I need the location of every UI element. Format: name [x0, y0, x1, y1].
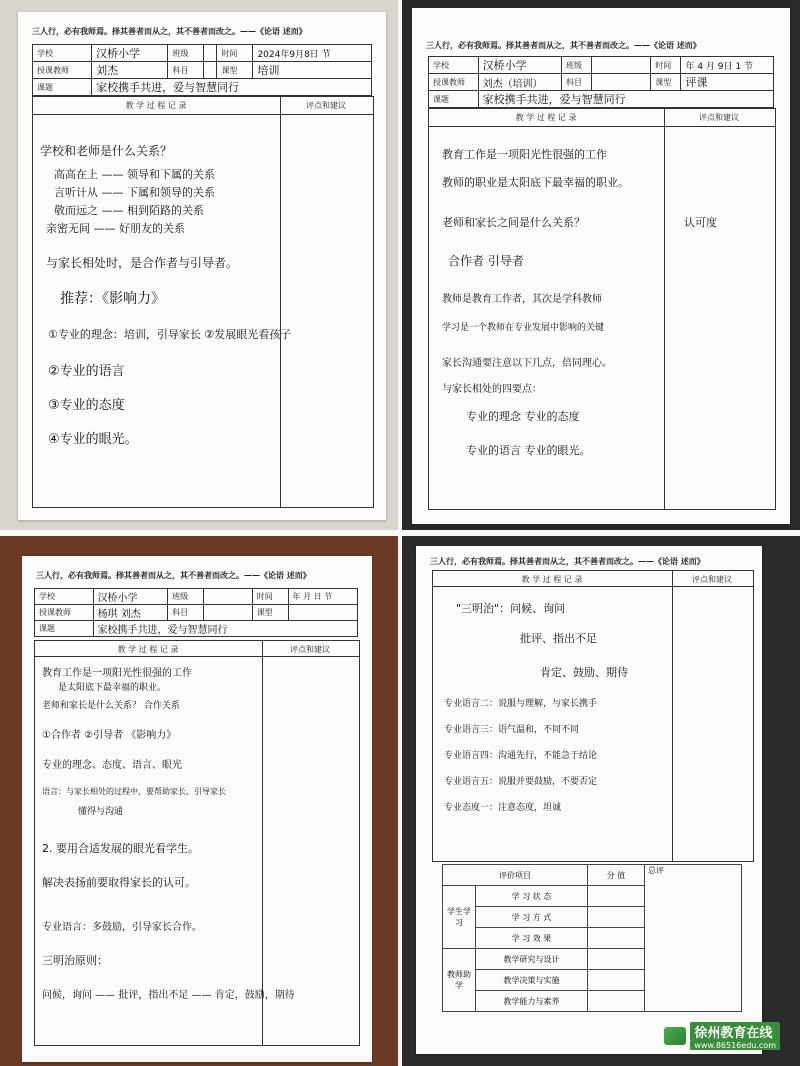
process-header: 教 学 过 程 记 录 — [125, 101, 187, 110]
eval-row: 教学研究与设计 — [476, 949, 588, 970]
note-line: 专业语言四：沟通先行，不能急于结论 — [444, 751, 598, 761]
watermark-logo-icon — [664, 1027, 686, 1045]
evaluation-table — [442, 864, 742, 1012]
time-value: 2024年9月8日 节 — [253, 45, 372, 62]
note-line: 合作者 引导者 — [448, 254, 524, 268]
note-line: 老师和家长之间是什么关系？ — [442, 216, 585, 229]
subject-label: 科目 — [562, 74, 592, 91]
handwritten-notes — [436, 134, 666, 504]
comment-header: 评点和建议 — [306, 101, 346, 110]
note-line: 专业语言五：说服并要鼓励，不要否定 — [444, 777, 598, 787]
comment-header: 评点和建议 — [699, 113, 739, 122]
motto: 三人行，必有我师焉。择其善者而从之，其不善者而改之。——《论语 述而》 — [36, 570, 311, 580]
class-label: 班级 — [168, 589, 204, 605]
note-line: 2. 要用合适发展的眼光看学生。 — [42, 842, 199, 855]
eval-group-student: 学生学习 — [443, 886, 476, 949]
eval-row: 学 习 状 态 — [476, 886, 588, 907]
school-value: 汉桥小学 — [478, 57, 561, 74]
note-line: 是太阳底下最幸福的职业。 — [58, 683, 167, 693]
topic-label: 课题 — [35, 621, 94, 637]
lesson-header-form — [32, 44, 372, 96]
handwritten-notes — [440, 590, 676, 860]
lesson-type-label: 课型 — [217, 62, 253, 79]
process-header: 教 学 过 程 记 录 — [515, 113, 577, 122]
process-header: 教 学 过 程 记 录 — [521, 575, 583, 584]
note-line: ③专业的态度 — [48, 398, 125, 413]
note-line: 与家长相处的四要点： — [442, 384, 542, 395]
note-line: 批评、指出不足 — [520, 632, 597, 645]
note-line: 家长沟通要注意以下几点，倍同理心。 — [442, 358, 612, 369]
lesson-type-label: 课型 — [651, 74, 681, 91]
topic-value: 家校携手共进，爱与智慧同行 — [478, 91, 773, 108]
note-line: 专业的理念 专业的态度 — [466, 410, 580, 423]
note-line: 言听计从 —— 下属和领导的关系 — [54, 186, 215, 199]
note-line: 与家长相处时，是合作者与引导者。 — [46, 256, 239, 270]
lesson-type-value: 培训 — [253, 62, 372, 79]
motto: 三人行，必有我师焉。择其善者而从之，其不善者而改之。——《论语 述而》 — [430, 556, 705, 566]
school-label: 学校 — [429, 57, 479, 74]
teacher-label: 授课教师 — [35, 605, 94, 621]
comment-header: 评点和建议 — [290, 645, 330, 654]
photo-top-right — [402, 0, 800, 530]
note-line: 教师的职业是太阳底下最幸福的职业。 — [442, 176, 629, 189]
eval-group-teacher: 教师助学 — [443, 949, 476, 1012]
time-label: 时间 — [217, 45, 253, 62]
note-line: 专业的理念、态度、语言、眼光 — [42, 760, 182, 771]
note-line: 老师和家长是什么关系？ 合作关系 — [42, 701, 180, 711]
handwritten-notes — [40, 122, 370, 502]
notebook-page-4 — [416, 546, 762, 1054]
teacher-label: 授课教师 — [33, 62, 92, 79]
photo-top-left — [0, 0, 398, 530]
note-line: 肯定、鼓励、期待 — [540, 666, 628, 679]
process-header: 教 学 过 程 记 录 — [117, 645, 179, 654]
lesson-type-value: 评课 — [681, 74, 774, 91]
note-line: 解决表扬前要取得家长的认可。 — [42, 876, 196, 889]
note-line: 教育工作是一项阳光性很强的工作 — [42, 668, 192, 679]
eval-row: 学 习 方 式 — [476, 907, 588, 928]
watermark-url: www.86516edu.com — [690, 1041, 780, 1050]
notebook-page-2 — [412, 8, 790, 524]
note-line: 专业语言：多鼓励，引导家长合作。 — [42, 922, 202, 933]
school-value: 汉桥小学 — [92, 45, 168, 62]
subject-label: 科目 — [168, 605, 204, 621]
school-label: 学校 — [35, 589, 94, 605]
topic-label: 课题 — [429, 91, 479, 108]
school-label: 学校 — [33, 45, 92, 62]
note-line: ①专业的理念：培训，引导家长 ②发展眼光看孩子 — [48, 328, 292, 341]
eval-row: 教学能力与素养 — [476, 991, 588, 1012]
note-line: 推荐：《影响力》 — [60, 291, 165, 307]
note-line: 学校和老师是什么关系？ — [40, 144, 173, 158]
photo-bottom-right — [402, 536, 800, 1066]
notebook-page-3 — [22, 556, 372, 1062]
note-line: 教师是教育工作者，其次是学科教师 — [442, 294, 602, 305]
class-label: 班级 — [562, 57, 592, 74]
note-line: 高高在上 —— 领导和下属的关系 — [54, 168, 215, 181]
teacher-value: 刘杰（培训） — [478, 74, 561, 91]
note-line: 亲密无间 —— 好朋友的关系 — [46, 222, 185, 235]
lesson-type-label: 课型 — [252, 605, 288, 621]
class-label: 班级 — [168, 45, 204, 62]
teacher-value: 杨琪 刘杰 — [93, 605, 168, 621]
photo-bottom-left — [0, 536, 398, 1066]
comment-header: 评点和建议 — [692, 575, 732, 584]
comment-note: 认可度 — [684, 216, 717, 229]
lesson-header-form — [428, 56, 774, 108]
school-value: 汉桥小学 — [93, 589, 168, 605]
topic-value: 家校携手共进，爱与智慧同行 — [93, 621, 357, 637]
time-placeholder: 年 月 日 节 — [288, 589, 358, 605]
note-line: 专业态度一：注意态度，坦诚 — [444, 803, 562, 813]
note-line: 语言：与家长相处的过程中，要帮助家长，引导家长 — [42, 787, 226, 796]
lesson-header-form — [34, 588, 358, 637]
note-line: 懂得与沟通 — [78, 807, 124, 817]
note-line: 教育工作是一项阳光性很强的工作 — [442, 148, 607, 161]
subject-label: 科目 — [168, 62, 204, 79]
note-line: 问候，询问 —— 批评，指出不足 —— 肯定，鼓励，期待 — [42, 990, 295, 1001]
eval-total-header: 总评 — [645, 865, 742, 1012]
note-line: ④专业的眼光。 — [48, 432, 138, 447]
watermark-name: 徐州教育在线 — [690, 1022, 780, 1041]
topic-value: 家校携手共进，爱与智慧同行 — [92, 79, 372, 96]
note-line: 专业语言二：说服与理解，与家长携手 — [444, 699, 598, 709]
note-line: ②专业的语言 — [48, 364, 125, 379]
time-value: 年 4 月 9日 1 节 — [681, 57, 774, 74]
note-line: 专业语言三：语气温和，不同不同 — [444, 725, 580, 735]
eval-item-header: 评价项目 — [443, 865, 588, 886]
eval-row: 教学决策与实施 — [476, 970, 588, 991]
handwritten-notes — [38, 660, 358, 1040]
motto: 三人行，必有我师焉。择其善者而从之，其不善者而改之。——《论语 述而》 — [32, 26, 307, 36]
note-line: 学习是一个教师在专业发展中影响的关键 — [442, 323, 605, 333]
note-line: 敬而远之 —— 相到陌路的关系 — [54, 204, 204, 217]
eval-score-header: 分 值 — [588, 865, 645, 886]
eval-row: 学 习 效 果 — [476, 928, 588, 949]
note-line: ①合作者 ②引导者 《影响力》 — [42, 730, 177, 741]
teacher-label: 授课教师 — [429, 74, 479, 91]
notebook-page-1 — [18, 12, 386, 520]
topic-label: 课题 — [33, 79, 92, 96]
note-line: "三明治"：问候、询问 — [456, 602, 566, 615]
time-label: 时间 — [651, 57, 681, 74]
note-line: 三明治原则： — [42, 954, 108, 967]
motto: 三人行，必有我师焉。择其善者而从之，其不善者而改之。——《论语 述而》 — [426, 40, 701, 50]
note-line: 专业的语言 专业的眼光。 — [466, 444, 591, 457]
watermark — [664, 1022, 780, 1050]
teacher-value: 刘杰 — [92, 62, 168, 79]
time-label: 时间 — [252, 589, 288, 605]
